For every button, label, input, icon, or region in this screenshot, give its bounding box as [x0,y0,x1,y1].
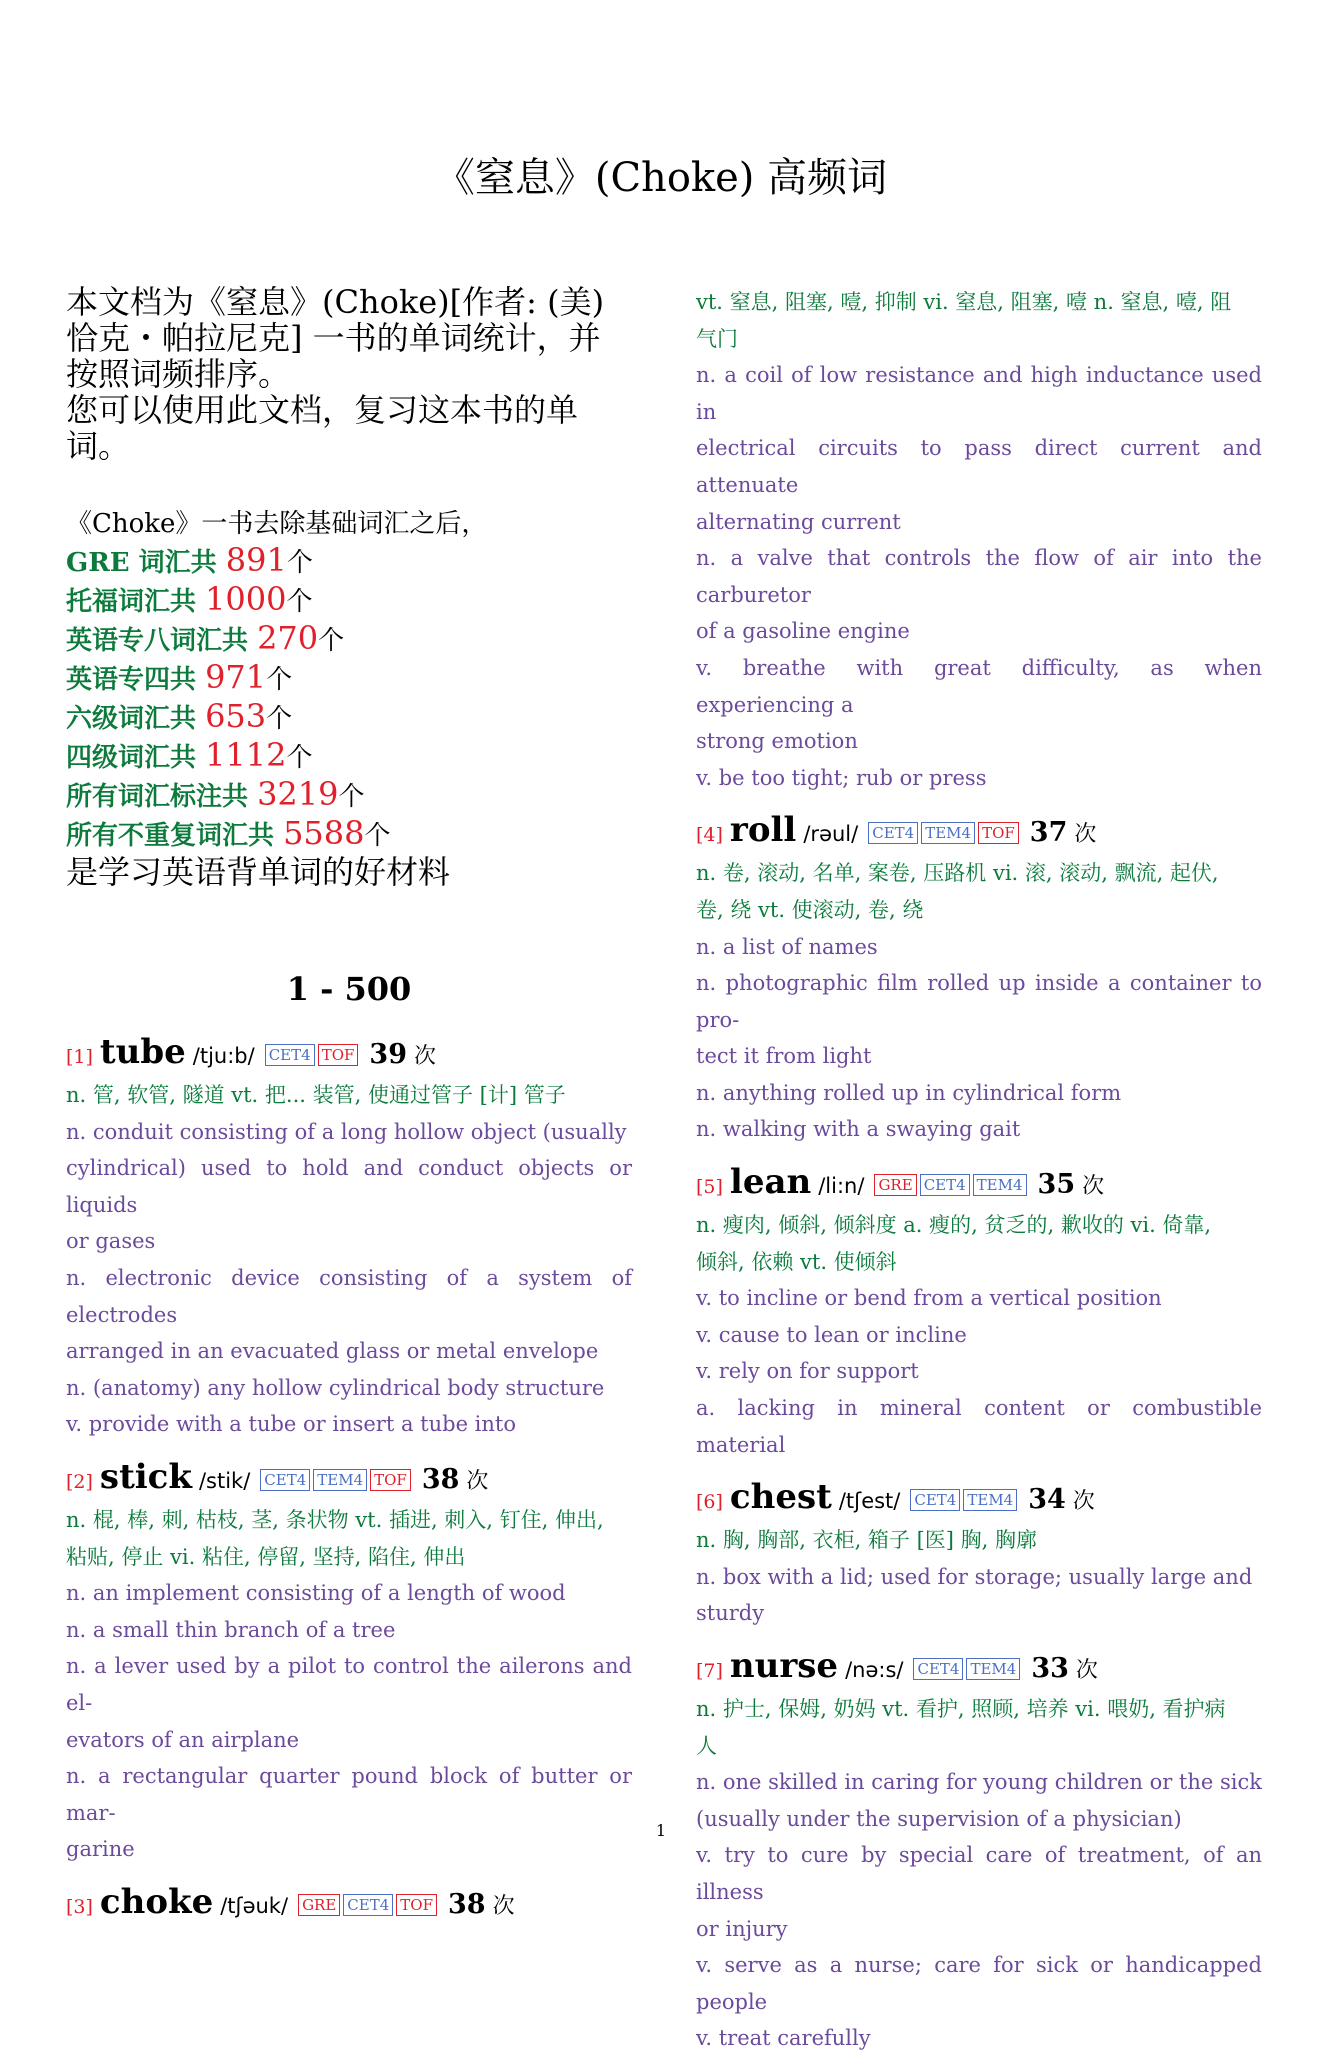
tag-tof: TOF [978,822,1019,844]
tag-gre: GRE [874,1174,916,1196]
entry-line: v. be too tight; rub or press [696,765,987,790]
word-entry-nurse [696,1646,1262,2057]
entry-word: choke [99,1881,214,1922]
entry-count: 39 [369,1039,407,1070]
tag-cet4: CET4 [265,1044,315,1066]
stat-label: 四级词汇共 [66,743,206,773]
stats-tail: 是学习英语背单词的好材料 [66,853,451,891]
entry-index: [5] [696,1176,723,1199]
stat-number: 971 [205,658,267,696]
right-column [696,284,1262,2071]
entry-count: 38 [421,1463,460,1495]
entry-phonetic: /rəul/ [803,822,859,847]
entry-word: lean [729,1162,812,1203]
entry-count: 34 [1028,1484,1066,1516]
entry-line: n. 管, 软管, 隧道 vt. 把... 装管, 使通过管子 [计] 管子 [66,1083,566,1107]
entry-head [66,1032,632,1077]
entry-word: tube [99,1032,186,1072]
tag-cet4: CET4 [920,1174,970,1196]
entry-line: v. try to cure by special care of treatment, of an illness [696,1843,1262,1904]
tag-gre: GRE [298,1894,340,1916]
stat-label: 托福词汇共 [66,587,206,617]
word-entry-lean [696,1162,1262,1463]
entry-phonetic: /stik/ [198,1468,251,1493]
tag-cet4: CET4 [260,1469,310,1491]
entry-count-unit: 次 [1082,1174,1105,1200]
tag-tem4: TEM4 [966,1658,1020,1680]
entry-count-unit: 次 [1072,1489,1095,1515]
entry-line: arranged in an evacuated glass or metal envelope [66,1339,599,1364]
entry-index: [6] [696,1491,723,1514]
entry-line: v. rely on for support [696,1359,919,1384]
entry-line: 人 [696,1733,717,1758]
entry-line: v. breathe with great difficulty, as when experiencing a [696,655,1262,717]
entry-line: v. to incline or bend from a vertical position [696,1286,1162,1311]
stat-cet6 [66,698,632,737]
stat-label: 英语专八词汇共 [66,626,258,656]
entry-count: 35 [1037,1169,1076,1201]
entry-line: n. a rectangular quarter pound block of butter or mar- [66,1764,632,1825]
entry-phonetic: /nə:s/ [845,1658,904,1682]
stat-number: 5588 [283,814,365,852]
entry-phonetic: /tʃest/ [838,1489,901,1514]
entry-count: 38 [448,1888,486,1920]
entry-line: n. box with a lid; used for storage; usually large and [696,1564,1253,1589]
entry-line: n. a coil of low resistance and high inductance used in [696,363,1262,424]
stat-number: 270 [257,619,319,657]
entry-line: evators of an airplane [66,1727,300,1752]
stat-number: 1112 [205,736,287,774]
stat-tem4 [66,659,632,698]
word-entry-chest [696,1477,1262,1632]
entry-line: n. an implement consisting of a length of wood [66,1581,566,1606]
stat-all-tagged [66,776,632,815]
stat-unit: 个 [286,587,313,617]
entry-line: (usually under the supervision of a physician) [696,1806,1182,1831]
entry-count: 37 [1029,817,1068,849]
stat-unit: 个 [266,704,293,734]
entry-line: n. a list of names [696,934,878,959]
stat-number: 891 [225,541,287,579]
tag-cet4: CET4 [910,1489,960,1511]
entry-line: electrical circuits to pass direct current and attenuate [696,436,1262,497]
entry-word: nurse [729,1646,839,1686]
entry-count-unit: 次 [1074,822,1097,848]
stat-number: 1000 [205,580,287,618]
stat-gre [66,542,632,581]
entry-line: v. treat carefully [696,2026,871,2051]
entry-word: chest [729,1477,832,1518]
stat-label: GRE 词汇共 [66,548,226,578]
range-heading: 1 - 500 [286,970,412,1008]
entry-count-unit: 次 [466,1468,489,1494]
entry-head [66,1882,632,1927]
entry-line: a. lacking in mineral content or combustible material [696,1396,1262,1457]
entry-line: n. anything rolled up in cylindrical form [696,1080,1122,1105]
entry-line: alternating current [696,509,901,534]
stat-number: 3219 [257,775,339,813]
entry-word: stick [99,1456,192,1497]
word-entry-roll [696,810,1262,1148]
stat-label: 所有词汇标注共 [66,782,258,812]
entry-head [696,810,1262,855]
entry-count-unit: 次 [1075,1658,1098,1683]
stat-unit: 个 [266,665,293,695]
entry-line: 粘贴, 停止 vi. 粘住, 停留, 坚持, 陷住, 伸出 [66,1544,466,1569]
left-column [66,284,632,1941]
entry-line: n. a lever used by a pilot to control the ailerons and el- [66,1654,632,1715]
stat-label: 所有不重复词汇共 [66,821,284,851]
entry-phonetic: /li:n/ [818,1174,865,1199]
entry-line: of a gasoline engine [696,619,910,644]
intro-line: 按照词频排序。 [66,355,291,393]
entry-line: or gases [66,1229,156,1254]
entry-index: [1] [66,1046,93,1068]
entry-index: [4] [696,824,723,847]
tag-tof: TOF [370,1469,411,1491]
entry-word: roll [729,810,797,851]
word-entry-stick [66,1457,632,1868]
vocab-stats [66,506,632,890]
entry-line: or injury [696,1916,788,1941]
entry-head [696,1162,1262,1207]
stat-cet4 [66,737,632,776]
stat-label: 六级词汇共 [66,704,206,734]
stat-number: 653 [205,697,267,735]
entry-line: n. 胸, 胸部, 衣柜, 箱子 [医] 胸, 胸廓 [696,1528,1038,1553]
entry-head [696,1477,1262,1522]
page-title: 《窒息》(Choke) 高频词 [434,155,888,201]
word-entry-tube [66,1032,632,1443]
entry-line: v. cause to lean or incline [696,1322,967,1347]
stat-toefl [66,581,632,620]
entry-count-unit: 次 [492,1893,515,1919]
entry-count-unit: 次 [413,1044,436,1069]
tag-tem4: TEM4 [973,1174,1027,1196]
entry-line: 气门 [696,326,738,351]
word-entry-choke-head [66,1882,632,1927]
entry-line: n. (anatomy) any hollow cylindrical body structure [66,1375,605,1400]
stat-tem8 [66,620,632,659]
entry-line: n. 卷, 滚动, 名单, 案卷, 压路机 vi. 滚, 滚动, 飘流, 起伏, [696,861,1219,886]
stat-unit: 个 [338,782,365,812]
tag-cet4: CET4 [868,822,918,844]
entry-line: n. photographic film rolled up inside a container to pro- [696,971,1262,1032]
stat-all-unique [66,815,632,854]
intro-line: 您可以使用此文档，复习这本书的单 [66,391,579,429]
stat-unit: 个 [286,743,313,773]
entry-line: n. conduit consisting of a long hollow object (usually [66,1119,627,1144]
entry-line: n. one skilled in caring for young children or the sick [696,1770,1262,1795]
entry-line: n. 瘦肉, 倾斜, 倾斜度 a. 瘦的, 贫乏的, 歉收的 vi. 倚靠, [696,1213,1212,1238]
tag-tem4: TEM4 [313,1469,367,1491]
tag-tem4: TEM4 [963,1489,1017,1511]
tag-tof: TOF [396,1894,437,1916]
stats-lead: 《Choke》一书去除基础词汇之后， [66,509,488,539]
entry-line: n. a valve that controls the flow of air into the carburetor [696,546,1262,607]
entry-line: tect it from light [696,1044,872,1069]
tag-cet4: CET4 [343,1894,393,1916]
entry-line: garine [66,1837,135,1862]
entry-line: n. walking with a swaying gait [696,1117,1021,1142]
intro-line: 词。 [66,427,131,465]
stat-label: 英语专四共 [66,665,206,695]
entry-line: sturdy [696,1601,765,1626]
entry-phonetic: /tʃəuk/ [220,1893,289,1918]
tag-tof: TOF [318,1044,359,1066]
stat-unit: 个 [286,548,313,578]
entry-index: [3] [66,1895,93,1918]
entry-count: 33 [1031,1653,1069,1684]
intro-paragraph [66,284,632,464]
entry-line: 倾斜, 依赖 vt. 使倾斜 [696,1249,897,1274]
entry-index: [7] [696,1660,723,1682]
entry-head [66,1457,632,1502]
stat-unit: 个 [318,626,345,656]
tag-tem4: TEM4 [921,822,975,844]
stat-unit: 个 [364,821,391,851]
intro-line: 恰克・帕拉尼克] 一书的单词统计，并 [66,319,601,357]
entry-line: strong emotion [696,729,858,754]
entry-line: 卷, 绕 vt. 使滚动, 卷, 绕 [696,897,924,922]
entry-line: v. provide with a tube or insert a tube into [66,1412,516,1437]
entry-head [696,1646,1262,1691]
intro-line: 本文档为《窒息》(Choke)[作者: (美) [66,283,605,321]
word-entry-choke-body [696,284,1262,796]
entry-line: vt. 窒息, 阻塞, 噎, 抑制 vi. 窒息, 阻塞, 噎 n. 窒息, 噎, 阻 [696,290,1232,314]
entry-line: n. 护士, 保姆, 奶妈 vt. 看护, 照顾, 培养 vi. 喂奶, 看护病 [696,1697,1226,1721]
entry-line: n. 棍, 棒, 刺, 枯枝, 茎, 条状物 vt. 插进, 刺入, 钉住, 伸出, [66,1507,604,1532]
entry-line: n. electronic device consisting of a system of electrodes [66,1265,632,1327]
tag-cet4: CET4 [913,1658,963,1680]
entry-line: n. a small thin branch of a tree [66,1617,396,1642]
entry-index: [2] [66,1470,93,1493]
page-number: 1 [655,1821,667,1840]
entry-phonetic: /tju:b/ [192,1044,255,1068]
entry-line: v. serve as a nurse; care for sick or handicapped people [696,1953,1262,2014]
entry-line: cylindrical) used to hold and conduct objects or liquids [66,1156,632,1217]
